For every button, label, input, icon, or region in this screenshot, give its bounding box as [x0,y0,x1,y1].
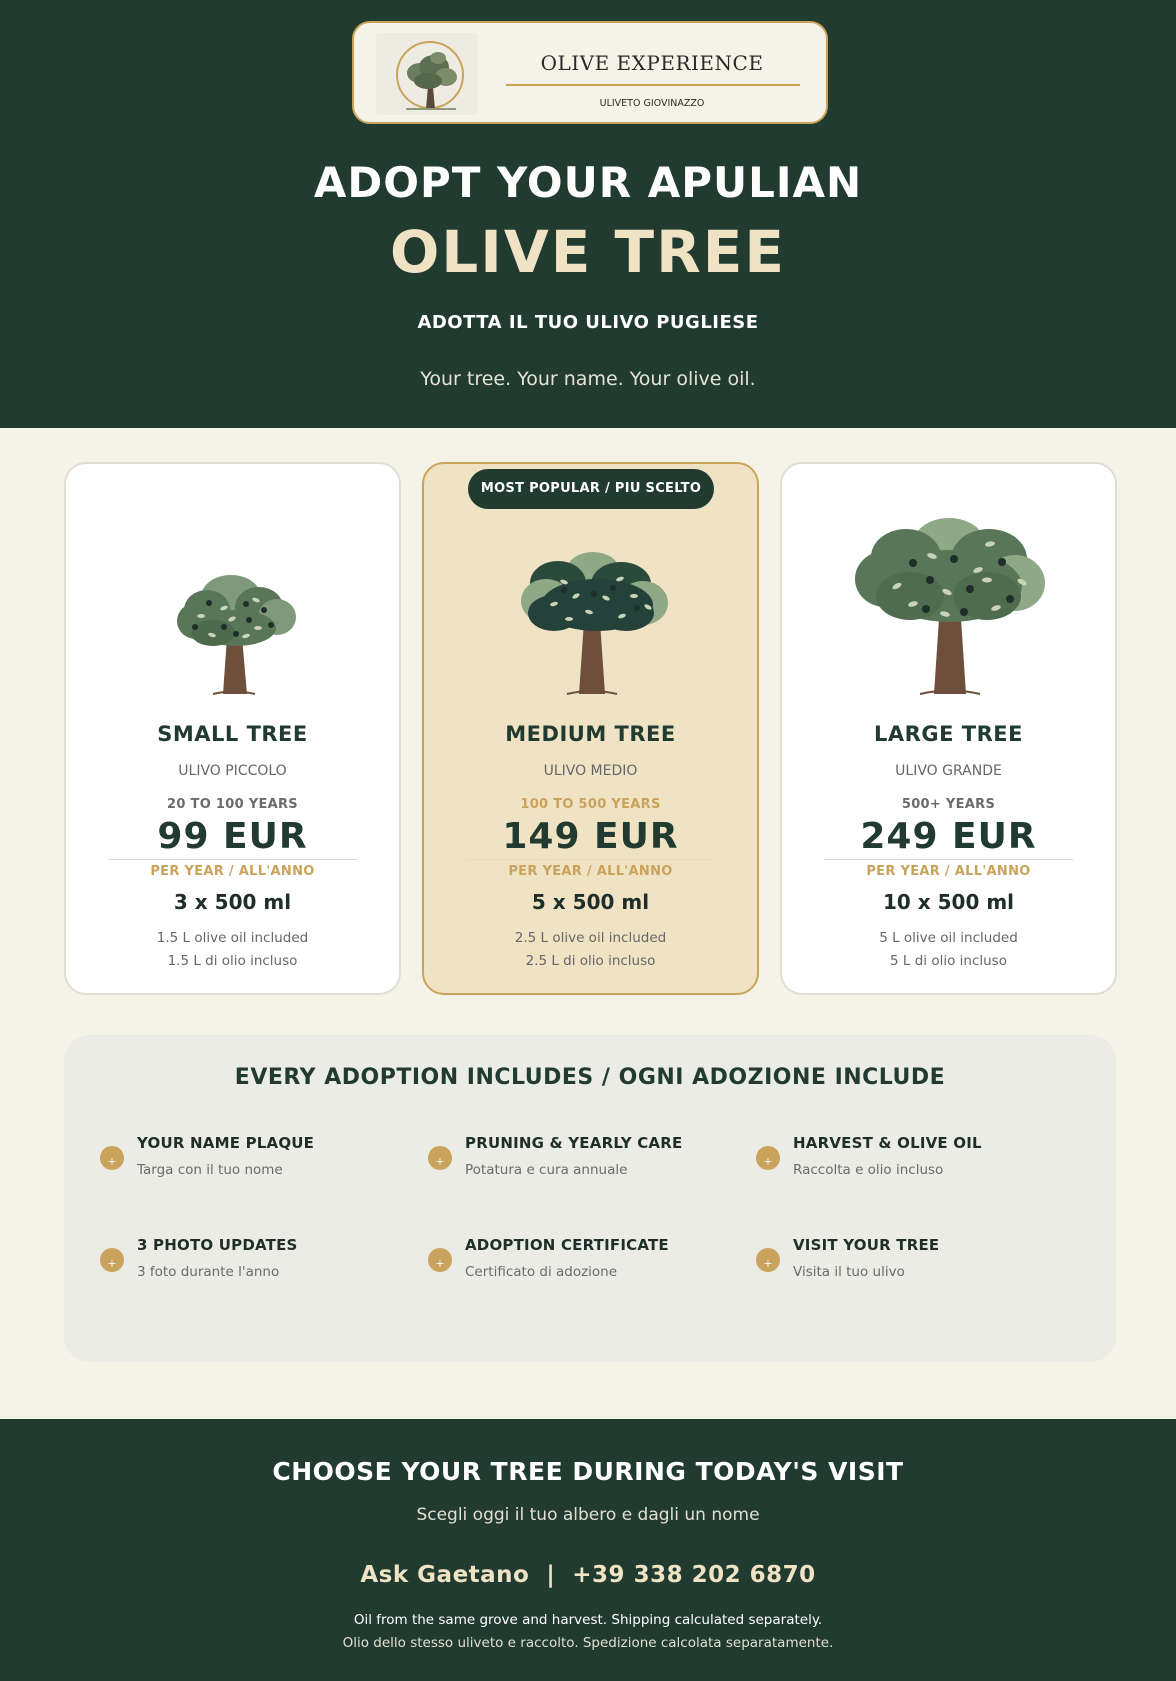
shipping-note-english: Oil from the same grove and harvest. Shipping calculated separately. [353,1612,823,1628]
feature-subtitle: Certificato di adozione [465,1264,618,1280]
gold-dot-icon: + [100,1146,124,1170]
feature-item [100,1236,420,1296]
hero-heading-line1: ADOPT YOUR APULIAN [313,158,863,207]
plan-italian-name: ULIVO PICCOLO [178,763,287,779]
feature-title: HARVEST & OLIVE OIL [793,1134,982,1152]
plan-period: PER YEAR / ALL'ANNO [150,864,315,879]
feature-subtitle: Targa con il tuo nome [137,1162,283,1178]
divider [108,859,357,860]
plan-italian-name: ULIVO GRANDE [895,763,1002,779]
plan-quantity: 10 x 500 ml [882,890,1015,914]
contact-line[interactable]: Ask Gaetano | +39 338 202 6870 [360,1562,816,1588]
plan-price: 149 EUR [502,816,679,857]
logo-subtitle: ULIVETO GIOVINAZZO [599,98,705,109]
feature-title: 3 PHOTO UPDATES [137,1236,298,1254]
footer-title: CHOOSE YOUR TREE DURING TODAY'S VISIT [272,1457,904,1486]
footer-subtitle: Scegli oggi il tuo albero e dagli un nome [416,1505,760,1525]
gold-dot-icon: + [756,1146,780,1170]
hero-tagline: Your tree. Your name. Your olive oil. [420,368,756,390]
feature-subtitle: Raccolta e olio incluso [793,1162,944,1178]
plan-quantity: 5 x 500 ml [531,890,650,914]
plan-oil-italian: 5 L di olio incluso [890,953,1007,969]
gold-dot-icon: + [756,1248,780,1272]
footer [0,1419,1176,1681]
gold-dot-icon: + [100,1248,124,1272]
most-popular-badge: MOST POPULAR / PIU SCELTO [468,469,714,509]
plan-oil-english: 2.5 L olive oil included [514,930,667,946]
plan-oil-italian: 1.5 L di olio incluso [167,953,298,969]
hero-heading-line2: OLIVE TREE [389,218,786,286]
gold-dot-icon: + [428,1248,452,1272]
plan-name: SMALL TREE [157,722,308,746]
small-tree-icon [66,504,403,704]
feature-item [428,1134,748,1194]
plan-price: 99 EUR [157,816,308,857]
feature-item [428,1236,748,1296]
logo-title: OLIVE EXPERIENCE [540,51,764,75]
divider [466,859,715,860]
plan-oil-english: 1.5 L olive oil included [156,930,309,946]
plan-name: LARGE TREE [874,722,1023,746]
divider [824,859,1073,860]
feature-title: YOUR NAME PLAQUE [137,1134,315,1152]
hero-italian-heading: ADOTTA IL TUO ULIVO PUGLIESE [417,312,759,333]
plan-card-small[interactable] [64,462,401,995]
feature-title: VISIT YOUR TREE [793,1236,940,1254]
plan-oil-italian: 2.5 L di olio incluso [525,953,656,969]
olive-tree-logo-icon [376,33,478,115]
plan-name: MEDIUM TREE [505,722,676,746]
plan-age: 500+ YEARS [901,797,996,812]
shipping-note-italian: Olio dello stesso uliveto e raccolto. Spedizione calcolata separatamente. [342,1635,834,1651]
feature-item [756,1236,1076,1296]
medium-tree-icon [424,504,761,704]
feature-subtitle: Visita il tuo ulivo [793,1264,905,1280]
plan-oil-english: 5 L olive oil included [879,930,1018,946]
plan-card-large[interactable] [780,462,1117,995]
includes-title: EVERY ADOPTION INCLUDES / OGNI ADOZIONE INCLUDE [234,1065,946,1090]
logo-card [352,21,828,124]
logo-divider [506,84,800,86]
feature-item [756,1134,1076,1194]
feature-item [100,1134,420,1194]
gold-dot-icon: + [428,1146,452,1170]
large-tree-icon [782,504,1119,704]
feature-subtitle: Potatura e cura annuale [465,1162,628,1178]
feature-title: PRUNING & YEARLY CARE [465,1134,683,1152]
feature-title: ADOPTION CERTIFICATE [465,1236,669,1254]
includes-panel [64,1035,1116,1362]
plan-card-medium[interactable] [422,462,759,995]
plan-period: PER YEAR / ALL'ANNO [508,864,673,879]
plan-age: 100 TO 500 YEARS [520,797,661,812]
plan-quantity: 3 x 500 ml [173,890,292,914]
plan-price: 249 EUR [860,816,1037,857]
hero-header [0,0,1176,428]
feature-subtitle: 3 foto durante l'anno [137,1264,280,1280]
plan-period: PER YEAR / ALL'ANNO [866,864,1031,879]
plan-italian-name: ULIVO MEDIO [543,763,638,779]
plan-age: 20 TO 100 YEARS [167,797,298,812]
